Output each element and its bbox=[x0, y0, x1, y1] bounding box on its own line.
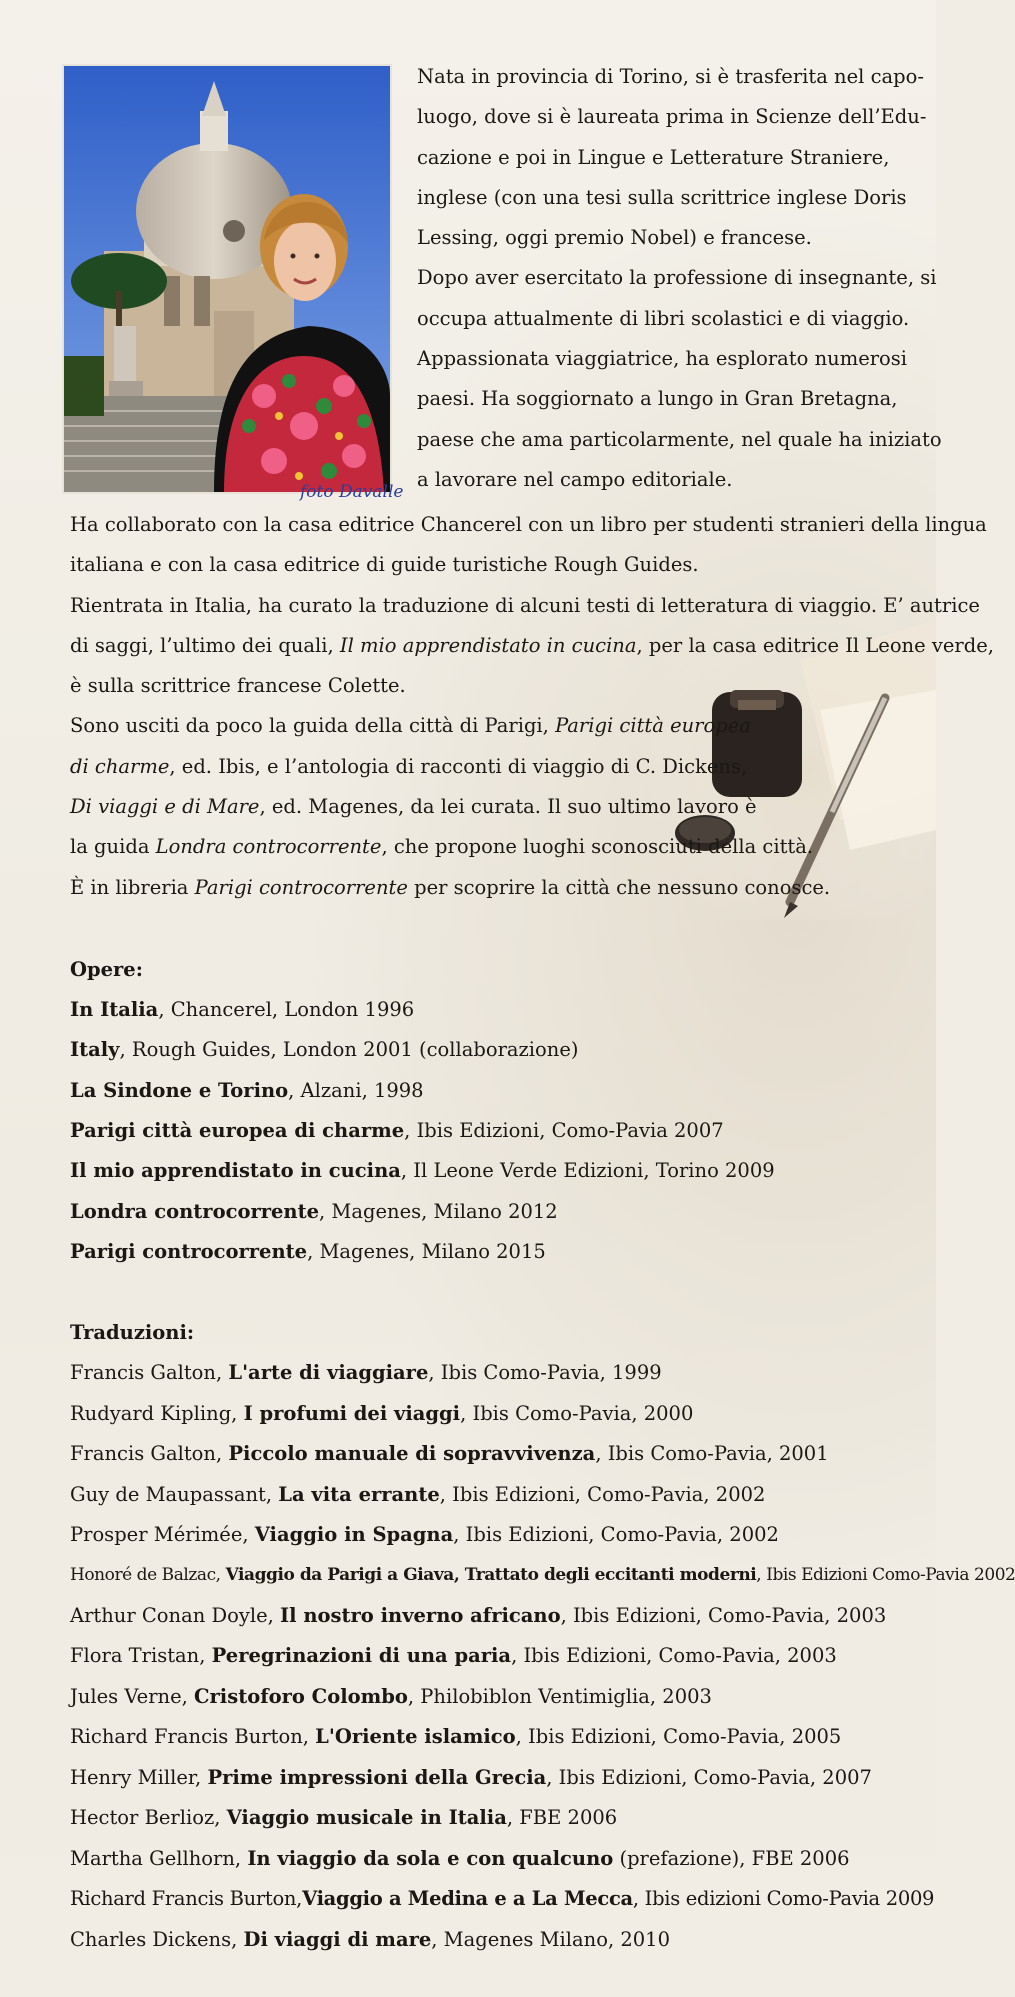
works-item: Il mio apprendistato in cucina, Il Leone Verde Edizioni, Torino 2009 bbox=[70, 1159, 775, 1182]
bio-line: è sulla scrittrice francese Colette. bbox=[70, 674, 406, 698]
bio-line: inglese (con una tesi sulla scrittrice inglese Doris bbox=[417, 185, 907, 209]
author-photo bbox=[62, 64, 392, 494]
translation-item: Francis Galton, L'arte di viaggiare, Ibis Como-Pavia, 1999 bbox=[70, 1361, 662, 1384]
bio-line: di saggi, l’ultimo dei quali, Il mio apprendistato in cucina, per la casa editrice Il Leone verde, bbox=[70, 633, 994, 657]
translation-item: Richard Francis Burton, L'Oriente islamico, Ibis Edizioni, Como-Pavia, 2005 bbox=[70, 1725, 842, 1748]
works-heading: Opere: bbox=[70, 958, 143, 981]
translations-heading: Traduzioni: bbox=[70, 1321, 195, 1344]
works-item: Italy, Rough Guides, London 2001 (collaborazione) bbox=[70, 1038, 579, 1061]
bio-line: la guida Londra controcorrente, che propone luoghi sconosciuti della città. bbox=[70, 835, 814, 859]
works-item: Parigi controcorrente, Magenes, Milano 2015 bbox=[70, 1240, 546, 1263]
works-item: Parigi città europea di charme, Ibis Edizioni, Como-Pavia 2007 bbox=[70, 1119, 724, 1142]
photo-caption: foto Davalle bbox=[300, 482, 404, 502]
bio-line: italiana e con la casa editrice di guide turistiche Rough Guides. bbox=[70, 553, 699, 577]
bio-line: Di viaggi e di Mare, ed. Magenes, da lei curata. Il suo ultimo lavoro è bbox=[70, 795, 757, 819]
translation-item: Martha Gellhorn, In viaggio da sola e con qualcuno (prefazione), FBE 2006 bbox=[70, 1847, 850, 1870]
translation-item: Rudyard Kipling, I profumi dei viaggi, Ibis Como-Pavia, 2000 bbox=[70, 1402, 694, 1425]
works-item: La Sindone e Torino, Alzani, 1998 bbox=[70, 1079, 424, 1102]
bio-intro-paragraph bbox=[417, 57, 942, 500]
translation-item: Prosper Mérimée, Viaggio in Spagna, Ibis Edizioni, Como-Pavia, 2002 bbox=[70, 1523, 779, 1546]
book-title: Di viaggi e di Mare bbox=[70, 795, 260, 819]
bio-line: Appassionata viaggiatrice, ha esplorato numerosi bbox=[417, 347, 908, 371]
bio-line: Sono usciti da poco la guida della città di Parigi, Parigi città europea bbox=[70, 714, 751, 738]
bio-line: di charme, ed. Ibis, e l’antologia di racconti di viaggio di C. Dickens, bbox=[70, 754, 748, 778]
translation-item: Henry Miller, Prime impressioni della Grecia, Ibis Edizioni, Como-Pavia, 2007 bbox=[70, 1766, 872, 1789]
bio-line: Rientrata in Italia, ha curato la traduzione di alcuni testi di letteratura di viaggio. E’ autrice bbox=[70, 593, 980, 617]
bio-line: Lessing, oggi premio Nobel) e francese. bbox=[417, 226, 812, 250]
bio-line: a lavorare nel campo editoriale. bbox=[417, 467, 733, 491]
works-item: Londra controcorrente, Magenes, Milano 2012 bbox=[70, 1200, 558, 1223]
bio-paragraph-collaboration bbox=[70, 505, 994, 908]
translation-item: Guy de Maupassant, La vita errante, Ibis Edizioni, Como-Pavia, 2002 bbox=[70, 1483, 766, 1506]
bio-line: Nata in provincia di Torino, si è trasferita nel capo- bbox=[417, 65, 924, 88]
translation-item: Richard Francis Burton,Viaggio a Medina e a La Mecca, Ibis edizioni Como-Pavia 2009 bbox=[70, 1887, 935, 1910]
bio-line: Ha collaborato con la casa editrice Chancerel con un libro per studenti stranieri della lingua bbox=[70, 513, 987, 536]
bio-line: cazione e poi in Lingue e Letterature Straniere, bbox=[417, 145, 890, 169]
bio-line: Dopo aver esercitato la professione di insegnante, si bbox=[417, 266, 937, 290]
bio-line: luogo, dove si è laureata prima in Scienze dell’Edu- bbox=[417, 105, 927, 129]
book-title: Parigi città europea bbox=[555, 714, 751, 738]
bio-line: paese che ama particolarmente, nel quale ha iniziato bbox=[417, 427, 942, 451]
translation-item: Honoré de Balzac, Viaggio da Parigi a Giava, Trattato degli eccitanti moderni, Ibis Edizioni Como-Pavia 2002 bbox=[70, 1565, 1015, 1585]
translation-item: Francis Galton, Piccolo manuale di sopravvivenza, Ibis Como-Pavia, 2001 bbox=[70, 1442, 829, 1465]
bio-line: paesi. Ha soggiornato a lungo in Gran Bretagna, bbox=[417, 387, 898, 411]
bio-line: È in libreria Parigi controcorrente per scoprire la città che nessuno conosce. bbox=[70, 875, 831, 899]
bio-line: occupa attualmente di libri scolastici e di viaggio. bbox=[417, 306, 910, 330]
translation-item: Hector Berlioz, Viaggio musicale in Italia, FBE 2006 bbox=[70, 1806, 618, 1829]
translation-item: Jules Verne, Cristoforo Colombo, Philobiblon Ventimiglia, 2003 bbox=[70, 1685, 712, 1708]
book-title: Il mio apprendistato in cucina bbox=[339, 633, 637, 657]
translation-item: Flora Tristan, Peregrinazioni di una paria, Ibis Edizioni, Como-Pavia, 2003 bbox=[70, 1644, 837, 1667]
book-title: di charme bbox=[70, 754, 170, 778]
works-item: In Italia, Chancerel, London 1996 bbox=[70, 998, 415, 1021]
book-title: Londra controcorrente bbox=[155, 835, 382, 859]
translation-item: Arthur Conan Doyle, Il nostro inverno africano, Ibis Edizioni, Como-Pavia, 2003 bbox=[70, 1604, 887, 1627]
book-title: Parigi controcorrente bbox=[194, 875, 408, 899]
translation-item: Charles Dickens, Di viaggi di mare, Magenes Milano, 2010 bbox=[70, 1928, 670, 1951]
